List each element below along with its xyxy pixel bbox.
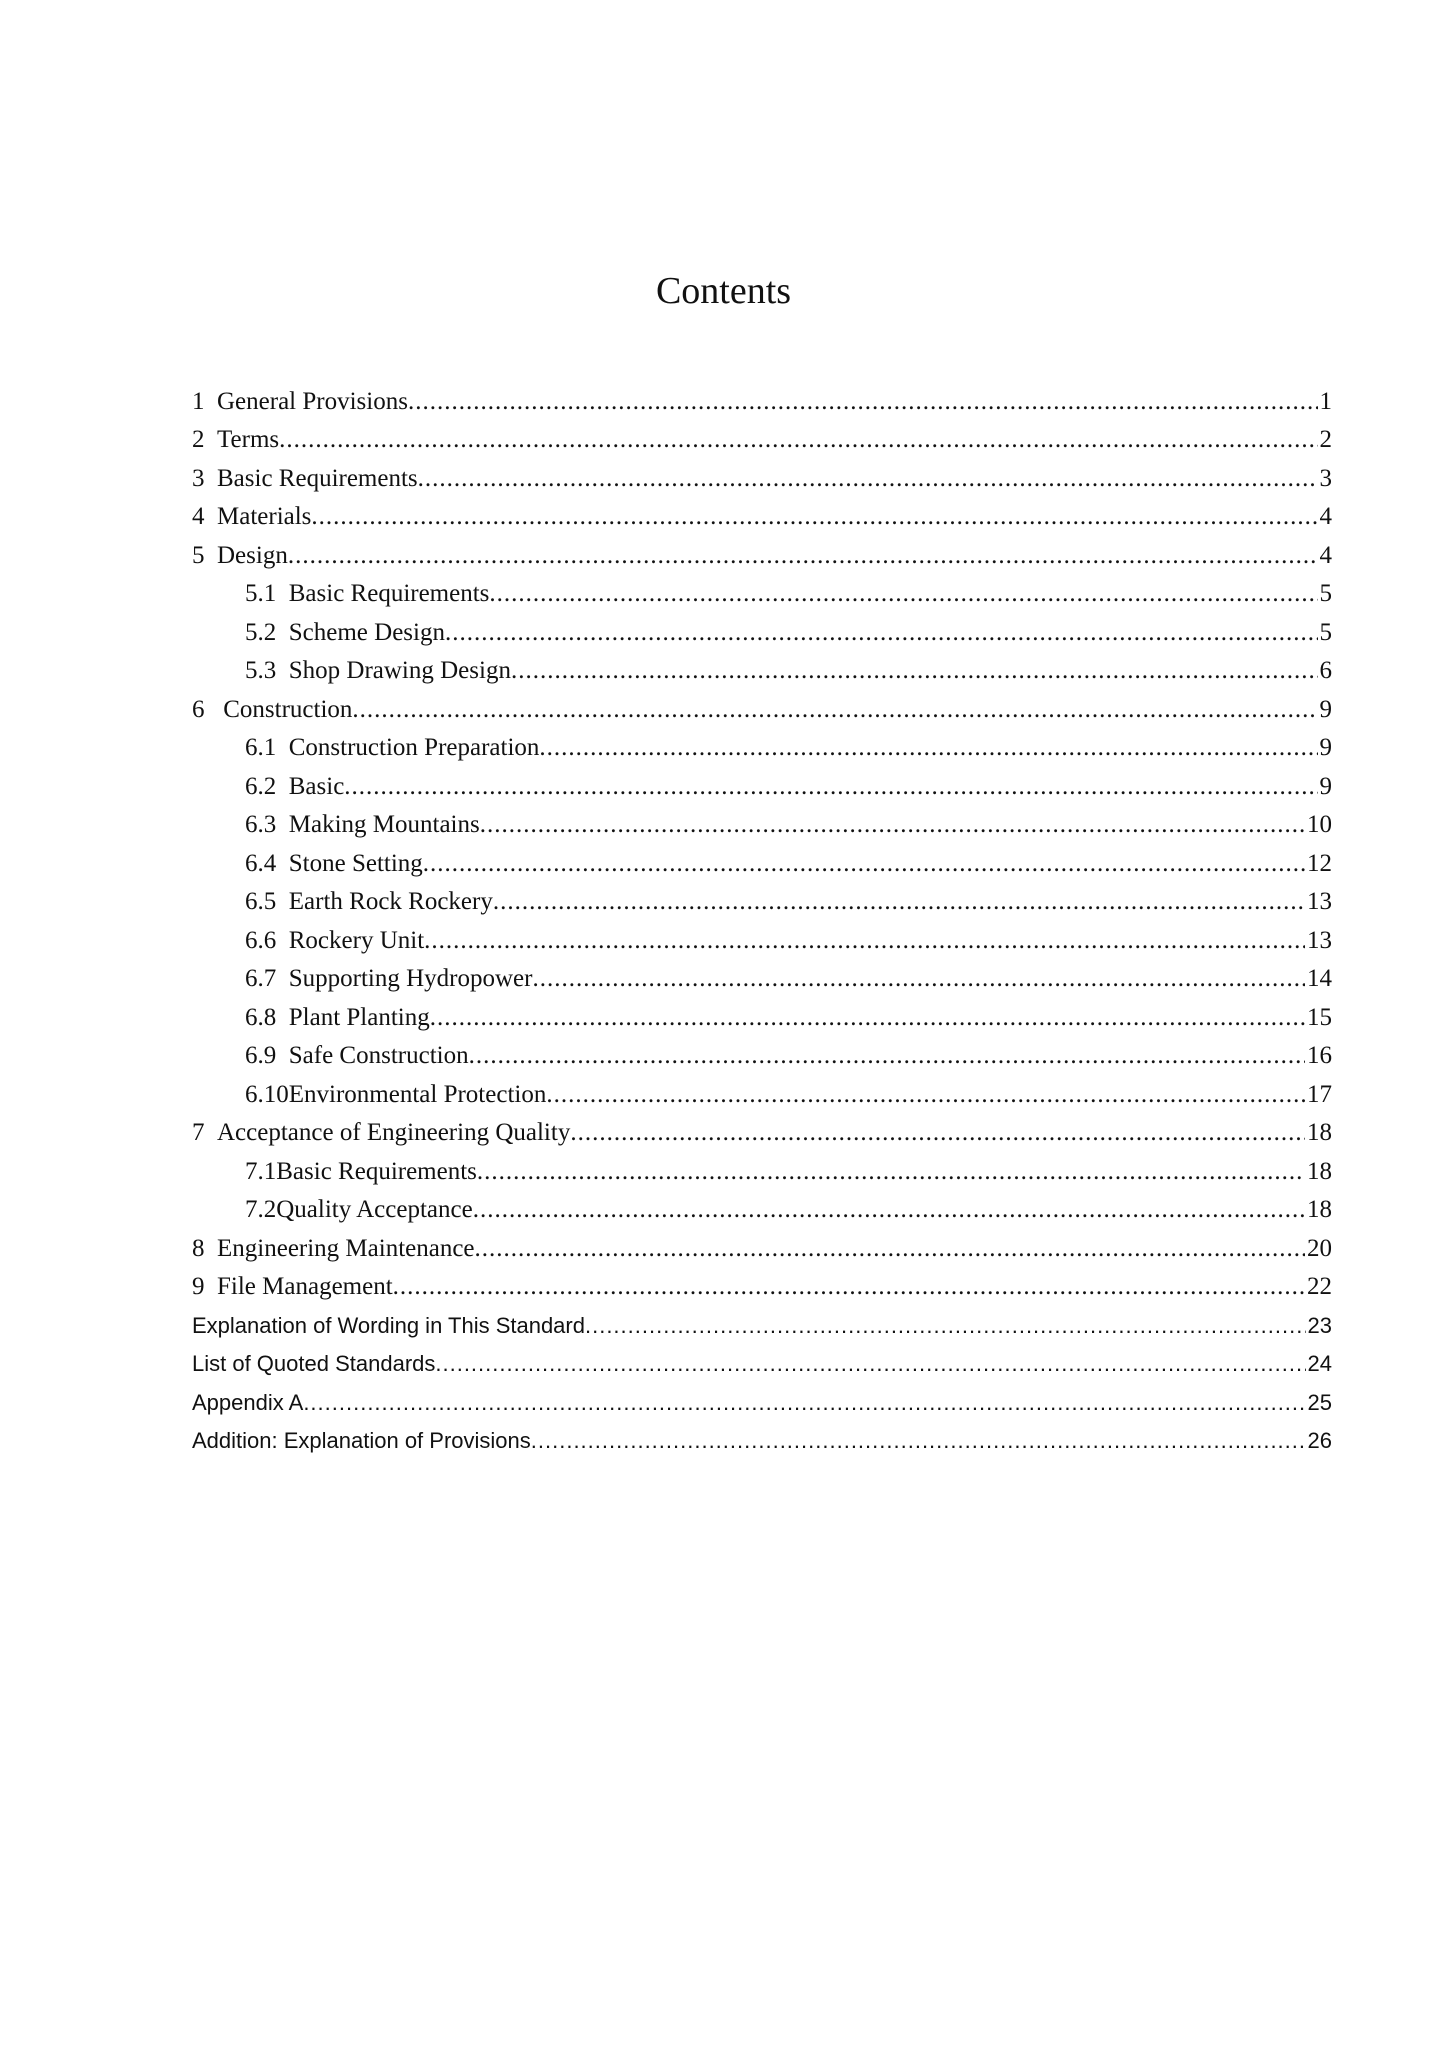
toc-entry-6-10[interactable] [192,1074,1332,1113]
toc-entry-label: Explanation of Wording in This Standard [192,1312,585,1338]
toc-entry-label: Scheme Design [288,618,445,646]
toc-entry-number: 8 [192,1234,217,1262]
toc-entry-number: 6.5 [245,888,289,915]
toc-entry-label: Quality Acceptance [276,1196,473,1223]
dot-leader [288,541,1318,571]
toc-entry-page: 18 [1307,1119,1332,1146]
dot-leader [546,1080,1305,1110]
toc-entry-page: 4 [1319,503,1332,530]
toc-entry-label: General Provisions [217,387,408,415]
dot-leader [570,1118,1305,1148]
toc-entry-number: 7.1 [245,1157,277,1185]
toc-entry-number: 5.3 [245,657,289,684]
toc-entry-page: 5 [1319,618,1332,646]
toc-entry-number: 6.4 [245,849,289,877]
dot-leader [531,1426,1306,1456]
toc-entry-label: Rockery Unit [288,926,425,954]
toc-entry-number: 5.1 [245,580,289,607]
toc-entry-label: Supporting Hydropower [288,965,533,992]
toc-entry-6-6[interactable] [192,920,1332,959]
toc-entry-page: 3 [1319,464,1332,492]
toc-entry-number: 1 [192,387,217,415]
dot-leader [311,502,1317,532]
toc-entry-label: Construction [223,695,353,723]
toc-entry-page: 26 [1307,1428,1332,1453]
toc-entry-6-9[interactable] [192,1036,1332,1075]
toc-entry-page: 6 [1319,657,1332,684]
toc-entry-5-2[interactable] [192,612,1332,651]
toc-entry-7[interactable] [192,1113,1332,1152]
toc-entry-1[interactable] [192,381,1332,420]
dot-leader [424,926,1305,956]
toc-entry-label: Earth Rock Rockery [288,888,493,915]
toc-entry-quoted-standards[interactable] [192,1344,1332,1383]
toc-entry-number: 2 [192,426,217,453]
toc-entry-page: 20 [1307,1234,1332,1262]
toc-entry-appendix-a[interactable] [192,1382,1332,1421]
toc-entry-label: Terms [217,426,280,453]
toc-entry-6-1[interactable] [192,728,1332,767]
toc-entry-3[interactable] [192,458,1332,497]
dot-leader [279,425,1317,455]
toc-entry-label: Appendix A [192,1389,304,1415]
toc-entry-number: 6.1 [245,734,289,761]
toc-entry-label: Environmental Protection [288,1080,547,1108]
dot-leader [469,1041,1305,1071]
toc-entry-number: 6.3 [245,811,289,838]
toc-entry-label: Engineering Maintenance [217,1234,475,1262]
toc-entry-label: Basic [288,772,345,800]
toc-entry-number: 7.2 [245,1196,277,1223]
toc-entry-page: 25 [1307,1389,1332,1415]
toc-entry-page: 17 [1307,1080,1332,1108]
dot-leader [435,1349,1305,1379]
toc-entry-7-1[interactable] [192,1151,1332,1190]
toc-entry-6-5[interactable] [192,882,1332,921]
toc-entry-6-4[interactable] [192,843,1332,882]
toc-entry-6-7[interactable] [192,959,1332,998]
dot-leader [303,1388,1305,1418]
dot-leader [539,733,1317,763]
toc-entry-number: 5 [192,541,217,569]
toc-entry-6-2[interactable] [192,766,1332,805]
toc-entry-number: 4 [192,503,217,530]
toc-entry-page: 24 [1307,1351,1332,1376]
toc-entry-wording[interactable] [192,1305,1332,1344]
toc-entry-label: Addition: Explanation of Provisions [192,1428,531,1453]
toc-entry-5[interactable] [192,535,1332,574]
toc-entry-page: 9 [1319,695,1332,723]
dot-leader [511,656,1318,686]
toc-entry-7-2[interactable] [192,1190,1332,1229]
toc-entry-page: 13 [1307,888,1332,915]
toc-entry-label: Basic Requirements [276,1157,477,1185]
toc-entry-page: 14 [1307,965,1332,992]
toc-entry-label: Construction Preparation [288,734,540,761]
page-title: Contents [655,270,792,312]
dot-leader [480,810,1305,840]
toc-entry-page: 18 [1307,1196,1332,1223]
toc-entry-8[interactable] [192,1228,1332,1267]
toc-entry-number: 6.2 [245,772,289,800]
toc-entry-number: 6.6 [245,926,289,954]
toc-entry-4[interactable] [192,497,1332,536]
toc-entry-number: 6.7 [245,965,289,992]
toc-entry-page: 2 [1319,426,1332,453]
dot-leader [445,618,1318,648]
dot-leader [585,1311,1306,1341]
toc-entry-label: Basic Requirements [288,580,490,607]
dot-leader [477,1157,1305,1187]
toc-entry-6-3[interactable] [192,805,1332,844]
toc-entry-label: Basic Requirements [217,464,418,492]
toc-entry-number: 6.8 [245,1003,289,1031]
toc-entry-page: 18 [1307,1157,1332,1185]
toc-entry-label: Design [217,541,288,569]
toc-entry-page: 9 [1319,772,1332,800]
toc-entry-label: Plant Planting [288,1003,430,1031]
dot-leader [473,1195,1305,1225]
toc-entry-6-8[interactable] [192,997,1332,1036]
toc-entry-9[interactable] [192,1267,1332,1306]
toc-entry-number: 6.10 [245,1080,289,1108]
toc-entry-6[interactable] [192,689,1332,728]
dot-leader [352,695,1317,725]
dot-leader [393,1272,1305,1302]
toc-entry-page: 4 [1319,541,1332,569]
toc-entry-number: 6 [192,695,224,723]
dot-leader [475,1234,1305,1264]
dot-leader [423,849,1305,879]
toc-entry-page: 15 [1307,1003,1332,1031]
toc-entry-page: 23 [1307,1312,1332,1338]
toc-entry-number: 3 [192,464,217,492]
toc-entry-page: 22 [1307,1273,1332,1300]
toc-entry-explanation-of-provisions[interactable] [192,1421,1332,1460]
toc-entry-5-3[interactable] [192,651,1332,690]
toc-entry-5-1[interactable] [192,574,1332,613]
toc-entry-number: 5.2 [245,618,289,646]
toc-entry-label: Safe Construction [288,1042,469,1069]
dot-leader [489,579,1317,609]
table-of-contents [192,381,1332,1459]
toc-entry-label: Making Mountains [288,811,480,838]
dot-leader [418,464,1318,494]
toc-entry-number: 7 [192,1119,217,1146]
dot-leader [408,387,1318,417]
dot-leader [344,772,1317,802]
toc-entry-label: Shop Drawing Design [288,657,511,684]
dot-leader [532,964,1305,994]
toc-entry-label: Acceptance of Engineering Quality [217,1119,571,1146]
dot-leader [493,887,1305,917]
toc-entry-page: 1 [1319,387,1332,415]
toc-entry-page: 10 [1307,811,1332,838]
toc-entry-label: File Management [217,1273,393,1300]
toc-entry-page: 16 [1307,1042,1332,1069]
toc-entry-number: 6.9 [245,1042,289,1069]
toc-entry-2[interactable] [192,420,1332,459]
toc-entry-label: Materials [217,503,312,530]
toc-entry-page: 13 [1307,926,1332,954]
dot-leader [430,1003,1305,1033]
toc-entry-label: Stone Setting [288,849,423,877]
toc-entry-page: 12 [1307,849,1332,877]
toc-entry-page: 5 [1319,580,1332,607]
toc-entry-number: 9 [192,1273,217,1300]
toc-entry-label: List of Quoted Standards [192,1351,436,1376]
toc-entry-page: 9 [1319,734,1332,761]
